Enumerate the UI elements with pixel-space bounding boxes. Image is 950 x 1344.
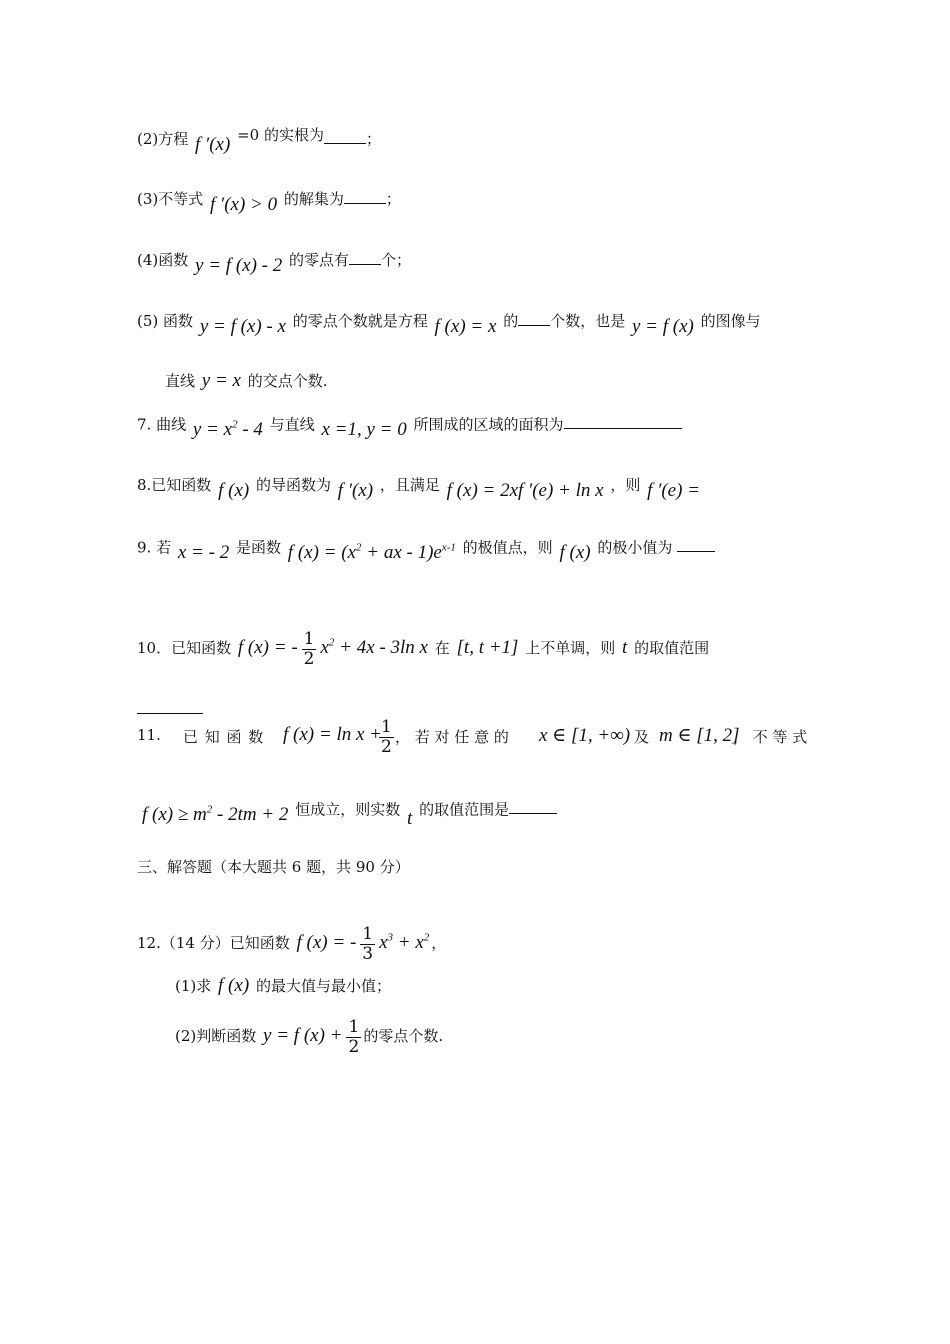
- q12-1-label: (1)求: [175, 977, 212, 995]
- answer-blank: [677, 550, 715, 552]
- q9-text-3: 的极小值为: [597, 538, 673, 557]
- q7-math-1-base: y = x: [192, 419, 233, 441]
- q12-math-2: [379, 932, 429, 953]
- q12-1-text: 的最大值与最小值；: [255, 977, 391, 995]
- q3-label: (3)不等式: [137, 190, 204, 208]
- q5-line2-math: y = x: [201, 370, 241, 391]
- q5-math-2: f (x) = x: [434, 316, 497, 337]
- q11-text-2: ， 若 对 任 意 的: [395, 728, 509, 746]
- question-8-line: [137, 474, 702, 501]
- q8-math-2: f ′(x): [337, 480, 374, 501]
- q11-math-2: x ∈ [1, +∞): [539, 725, 631, 746]
- q10-frac-den: 2: [303, 648, 315, 669]
- q9-math-2-mid: + ax - 1)e: [361, 542, 442, 564]
- q7-text-1: 与直线: [269, 415, 315, 434]
- q12-2-math: y = f (x) +: [263, 1025, 343, 1047]
- q10-math-1: f (x) = -: [237, 637, 298, 659]
- question-12-part-2: [175, 1018, 443, 1056]
- q11-frac-num: 1: [381, 717, 392, 737]
- q5-label: (5) 函数: [137, 312, 194, 330]
- q12-label: 12.（14 分）已知函数: [137, 934, 290, 953]
- q7-sup: 2: [232, 419, 238, 431]
- q8-math-4: f ′(e) =: [647, 480, 701, 501]
- q10-math-3: + 4x - 3ln x: [334, 637, 428, 659]
- q12-frac-den: 3: [362, 943, 374, 964]
- q4-end: 个；: [381, 251, 412, 269]
- q9-sup-2: x-1: [441, 542, 456, 554]
- q7-math-1: [193, 419, 263, 440]
- q5-text-3: 个数，也是: [550, 312, 626, 330]
- q11-text-6: 的取值范围是: [419, 800, 510, 819]
- q8-label: 8.已知函数: [137, 476, 212, 494]
- q11-label: 11.: [137, 726, 161, 744]
- q11-text-3: 及: [634, 728, 650, 746]
- answer-blank: [324, 142, 366, 144]
- q8-text-3: ，则: [610, 476, 641, 494]
- q7-text-2: 所围成的区域的面积为: [413, 415, 564, 434]
- q5-line2-text-1: 直线: [165, 372, 196, 390]
- q12-2-fraction: [346, 1018, 361, 1056]
- q10-sup: 2: [328, 636, 335, 649]
- question-11-line-2: [140, 798, 557, 830]
- question-5-line: [137, 310, 761, 337]
- q11-fraction: [379, 718, 394, 756]
- q11-math-1: f (x) = ln x +: [283, 724, 382, 745]
- q8-math-3: f (x) = 2xf ′(e) + ln x: [446, 480, 604, 501]
- q10-math-2-base: x: [320, 637, 329, 659]
- answer-blank: [137, 712, 203, 714]
- q9-label: 9. 若: [137, 538, 172, 557]
- question-4-line: [137, 249, 412, 276]
- q12-2-label: (2)判断函数: [175, 1027, 257, 1046]
- q11-text-4: ， 不 等 式: [733, 728, 808, 746]
- q10-math-2: [320, 637, 427, 658]
- q5-math-1: y = f (x) - x: [199, 316, 286, 337]
- q11-math-3: m ∈ [1, 2]: [659, 725, 740, 746]
- q11-math-4-tail: - 2tm + 2: [212, 804, 289, 826]
- q12-math-3: + x: [393, 932, 424, 954]
- question-5-line-2: [165, 370, 328, 392]
- q12-2-frac-num: 1: [348, 1017, 360, 1037]
- section-3-heading: 三、解答题（本大题共 6 题，共 90 分）: [137, 858, 410, 876]
- answer-blank: [349, 263, 381, 265]
- q11-math-5: t: [407, 808, 413, 830]
- question-10-answer-line: [137, 700, 203, 718]
- q10-fraction: [302, 630, 317, 668]
- q7-label: 7. 曲线: [137, 415, 187, 434]
- q12-1-math: f (x): [218, 975, 250, 996]
- question-12-part-1: [175, 975, 391, 997]
- q9-math-1: x = - 2: [177, 542, 230, 564]
- q5-text-2: 的: [503, 312, 519, 330]
- q9-math-3: f (x): [559, 542, 591, 564]
- q3-math: f ′(x) > 0: [210, 194, 278, 215]
- answer-blank: [564, 427, 682, 429]
- q10-text-2: 上不单调，则: [525, 639, 616, 658]
- q4-math: y = f (x) - 2: [195, 255, 283, 276]
- q8-text-1: 的导函数为: [256, 476, 332, 494]
- q3-end: ；: [385, 190, 401, 208]
- q3-text: 的解集为: [283, 190, 344, 208]
- q10-label: 10．已知函数: [137, 639, 232, 658]
- q4-label: (4)函数: [137, 251, 189, 269]
- q11-text-1: 已 知 函 数: [183, 728, 265, 746]
- question-9-line: [137, 536, 715, 564]
- q9-sup-1: 2: [356, 542, 362, 554]
- q12-math-1: f (x) = -: [296, 932, 357, 954]
- q5-text-1: 的零点个数就是方程: [292, 312, 428, 330]
- q10-frac-num: 1: [303, 629, 315, 649]
- q10-text-3: 的取值范围: [634, 639, 710, 658]
- q9-math-2: [288, 542, 456, 563]
- q2-math: f ′(x): [195, 134, 231, 155]
- question-3-line: [137, 188, 401, 215]
- q11-math-4-base: f (x) ≥ m: [142, 804, 207, 826]
- q12-end: ，: [431, 934, 447, 953]
- q12-fraction: [360, 925, 375, 963]
- q2-end: ；: [365, 130, 381, 148]
- q9-text-1: 是函数: [236, 538, 282, 557]
- answer-blank: [509, 812, 557, 814]
- q8-text-2: ，且满足: [379, 476, 440, 494]
- question-7-line: [137, 413, 682, 441]
- q12-sup-2: 2: [423, 931, 430, 944]
- q9-text-2: 的极值点，则: [462, 538, 553, 557]
- q10-math-4: [t, t +1]: [456, 637, 519, 659]
- q2-text: =0 的实根为: [237, 126, 324, 144]
- q10-text-1: 在: [434, 639, 450, 658]
- question-12-line: [137, 925, 446, 963]
- q7-math-1-tail: - 4: [237, 419, 263, 441]
- q12-2-frac-den: 2: [348, 1036, 360, 1057]
- q12-frac-num: 1: [362, 924, 374, 944]
- q11-math-4: [142, 804, 288, 825]
- question-2-line: [137, 126, 381, 155]
- q11-sup: 2: [206, 804, 213, 816]
- q7-math-2: x =1, y = 0: [321, 419, 407, 441]
- q12-2-text: 的零点个数.: [363, 1027, 444, 1046]
- answer-blank: [344, 202, 386, 204]
- q12-sup-1: 3: [387, 931, 394, 944]
- answer-blank: [518, 324, 550, 326]
- q5-text-4: 的图像与: [700, 312, 761, 330]
- q10-math-5: t: [622, 637, 628, 659]
- q12-math-2-base: x: [379, 932, 388, 954]
- q2-label: (2)方程: [137, 130, 189, 148]
- q8-math-1: f (x): [218, 480, 250, 501]
- q11-text-5: 恒成立，则实数: [295, 800, 401, 819]
- q4-text: 的零点有: [289, 251, 350, 269]
- q5-line2-text-2: 的交点个数.: [247, 372, 328, 390]
- question-10-line: [137, 630, 709, 668]
- q5-math-3: y = f (x): [632, 316, 694, 337]
- q9-math-2-base: f (x) = (x: [287, 542, 356, 564]
- q11-frac-den: 2: [381, 736, 392, 757]
